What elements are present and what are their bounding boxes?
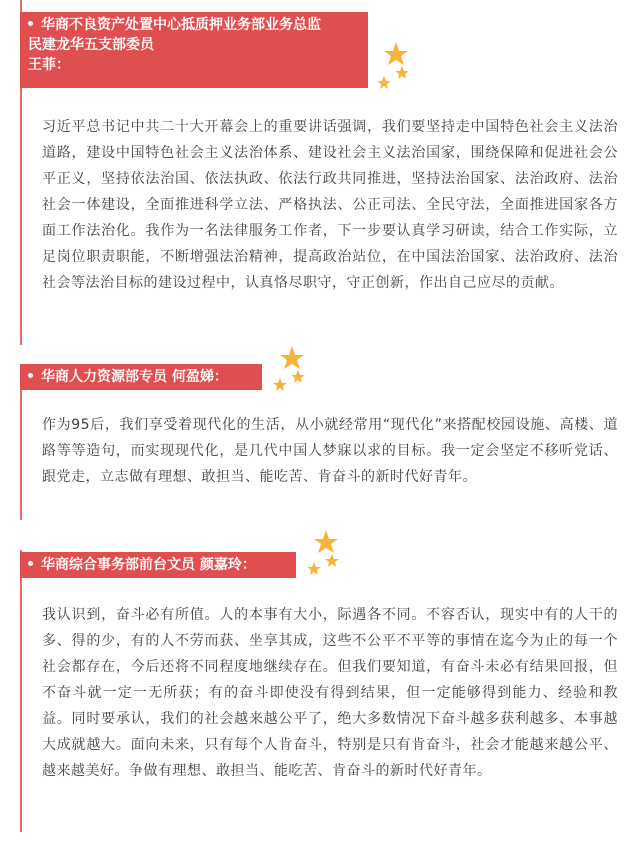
section-header (20, 364, 262, 390)
section-divider-line (20, 550, 22, 832)
star-icon (272, 344, 308, 394)
section-body-text: 习近平总书记中共二十大开幕会上的重要讲话强调，我们要坚持走中国特色社会主义法治道路，建设中国特色社会主义法治体系、建设社会主义法治国家，围绕保障和促进社会公平正义，坚持依法治国、依法执政、依法行政共同推进，坚持法治国家、法治政府、法治社会一体建设，全面推进科学立法、严格执法、公正司法、全民守法，全面推进国家各方面工作法治化。我作为一名法律服务工作者，下一步要认真学习研读，结合工作实际，立足岗位职责职能，不断增强法治精神，提高政治站位，在中国法治国家、法治政府、法治社会等法治目标的建设过程中，认真恪尽职守，守正创新，作出自己应尽的贡献。 (42, 119, 618, 291)
star-icon (376, 40, 412, 92)
section-header (20, 552, 296, 578)
header-line-2: 民建龙华五支部委员 (28, 37, 154, 53)
section-body-text: 作为95后，我们享受着现代化的生活，从小就经常用“现代化”来搭配校园设施、高楼、道路等等造句，而实现现代化，是几代中国人梦寐以求的目标。我一定会坚定不移听党话、跟党走，立志做有理想、敢担当、能吃苦、肯奋斗的新时代好青年。 (42, 417, 618, 485)
section-header (20, 12, 368, 88)
star-icon (306, 528, 342, 578)
section-body-text: 我认识到，奋斗必有所值。人的本事有大小，际遇各不同。不容否认，现实中有的人干的多、得的少，有的人不劳而获、坐享其成，这些不公平不平等的事情在迄今为止的每一个社会都存在，今后还将不同程度地继续存在。但我们要知道，有奋斗未必有结果回报，但不奋斗就一定一无所获；有的奋斗即使没有得到结果，但一定能够得到能力、经验和教益。同时要承认，我们的社会越来越公平了，绝大多数情况下奋斗越多获利越多、本事越大成就越大。面向未来，只有每个人肯奋斗，特别是只有肯奋斗，社会才能越来越公平、越来越美好。争做有理想、敢担当、能吃苦、肯奋斗的新时代好青年。 (42, 607, 618, 779)
header-line-1: 华商不良资产处置中心抵质押业务部业务总监 (41, 17, 321, 33)
header-line-1: 华商人力资源部专员 何盈娣： (41, 369, 228, 385)
bullet-dot-icon (28, 561, 33, 566)
header-line-1: 华商综合事务部前台文员 颜嘉玲： (41, 557, 256, 573)
bullet-dot-icon (28, 21, 33, 26)
header-line-3: 王菲： (28, 57, 70, 73)
bullet-dot-icon (28, 373, 33, 378)
